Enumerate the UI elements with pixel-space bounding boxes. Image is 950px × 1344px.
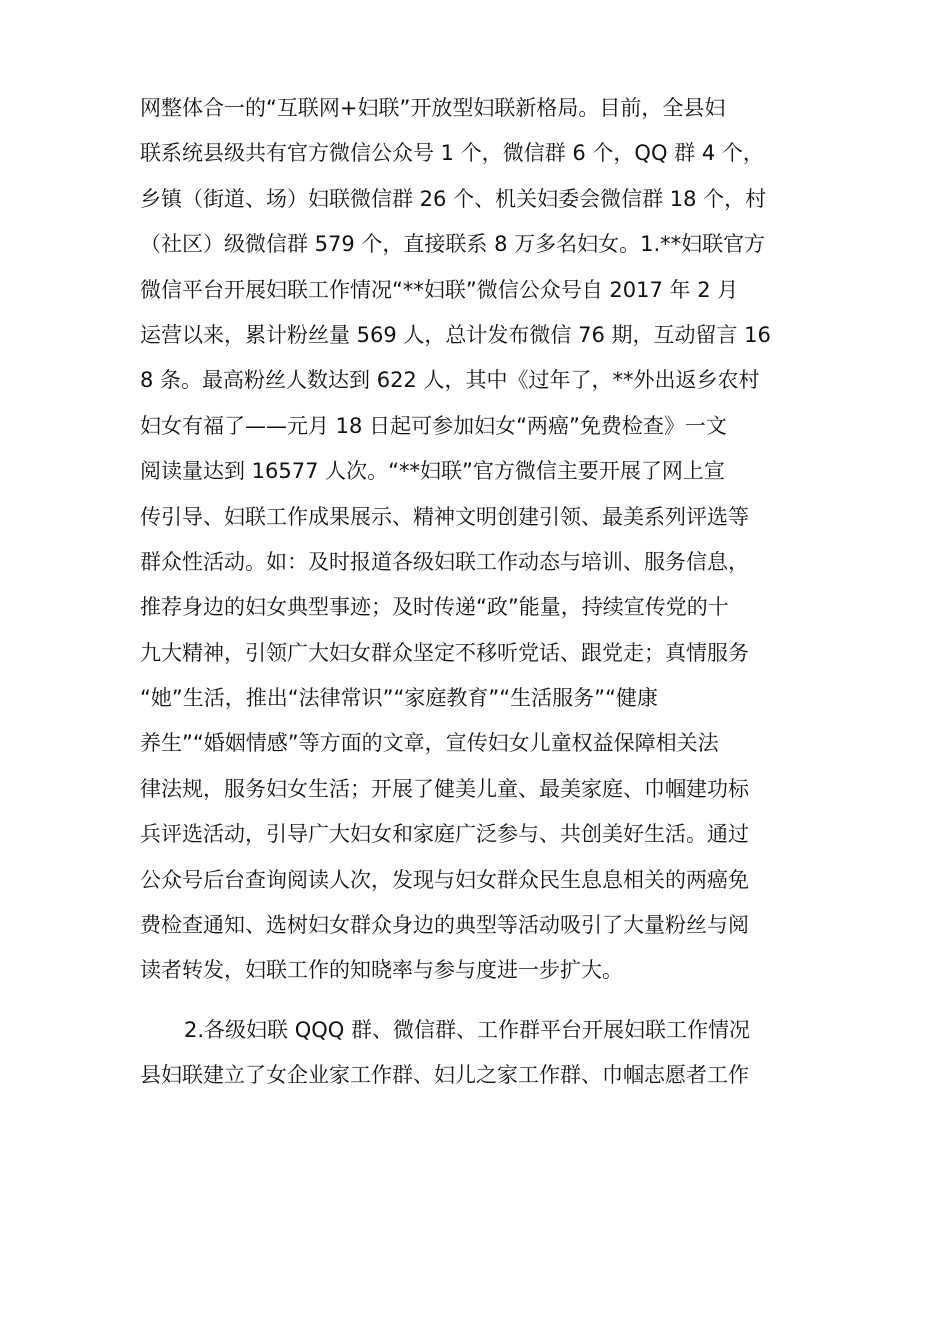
paragraph-2 [140,1008,830,1099]
text-line: 运营以来，累计粉丝量 569 人，总计发布微信 76 期，互动留言 16 [140,322,771,347]
paragraph-spacer [140,994,830,1008]
text-line: 读者转发，妇联工作的知晓率与参与度进一步扩大。 [140,958,623,983]
text-line: 费检查通知、选树妇女群众身边的典型等活动吸引了大量粉丝与阅 [140,913,749,938]
text-line: 妇女有福了——元月 18 日起可参加妇女“两癌”免费检查》一文 [140,413,727,438]
text-line: 兵评选活动，引导广大妇女和家庭广泛参与、共创美好生活。通过 [140,822,749,847]
section-heading: 2.各级妇联 QQQ 群、微信群、工作群平台开展妇联工作情况 [184,1017,750,1042]
text-line: 网整体合一的“互联网+妇联”开放型妇联新格局。目前，全县妇 [140,96,726,120]
text-line: （社区）级微信群 579 个，直接联系 8 万多名妇女。1.**妇联官方 [140,232,766,257]
text-line: 养生”“婚姻情感”等方面的文章，宣传妇女儿童权益保障相关法 [140,731,719,756]
text-line: 律法规，服务妇女生活；开展了健美儿童、最美家庭、巾帼建功标 [140,776,749,801]
text-line: 联系统县级共有官方微信公众号 1 个，微信群 6 个，QQ 群 4 个， [140,141,764,166]
text-line: 公众号后台查询阅读人次，发现与妇女群众民生息息相关的两癌免 [140,867,749,892]
text-line: 群众性活动。如：及时报道各级妇联工作动态与培训、服务信息， [140,549,749,574]
text-line: 九大精神，引领广大妇女群众坚定不移听党话、跟党走；真情服务 [140,640,749,665]
text-line: 传引导、妇联工作成果展示、精神文明创建引领、最美系列评选等 [140,504,749,529]
text-line: 阅读量达到 16577 人次。“**妇联”官方微信主要开展了网上宣 [140,459,725,484]
document-body [140,86,830,1099]
paragraph-1 [140,86,830,994]
text-line: 推荐身边的妇女典型事迹；及时传递“政”能量，持续宣传党的十 [140,595,729,620]
text-line: 微信平台开展妇联工作情况“**妇联”微信公众号自 2017 年 2 月 [140,277,739,302]
text-line: 8 条。最高粉丝人数达到 622 人，其中《过年了，**外出返乡农村 [140,368,760,393]
text-line: 县妇联建立了女企业家工作群、妇儿之家工作群、巾帼志愿者工作 [140,1063,749,1088]
text-line: “她”生活，推出“法律常识”“家庭教育”“生活服务”“健康 [140,686,658,711]
text-line: 乡镇（街道、场）妇联微信群 26 个、机关妇委会微信群 18 个，村 [140,186,767,211]
